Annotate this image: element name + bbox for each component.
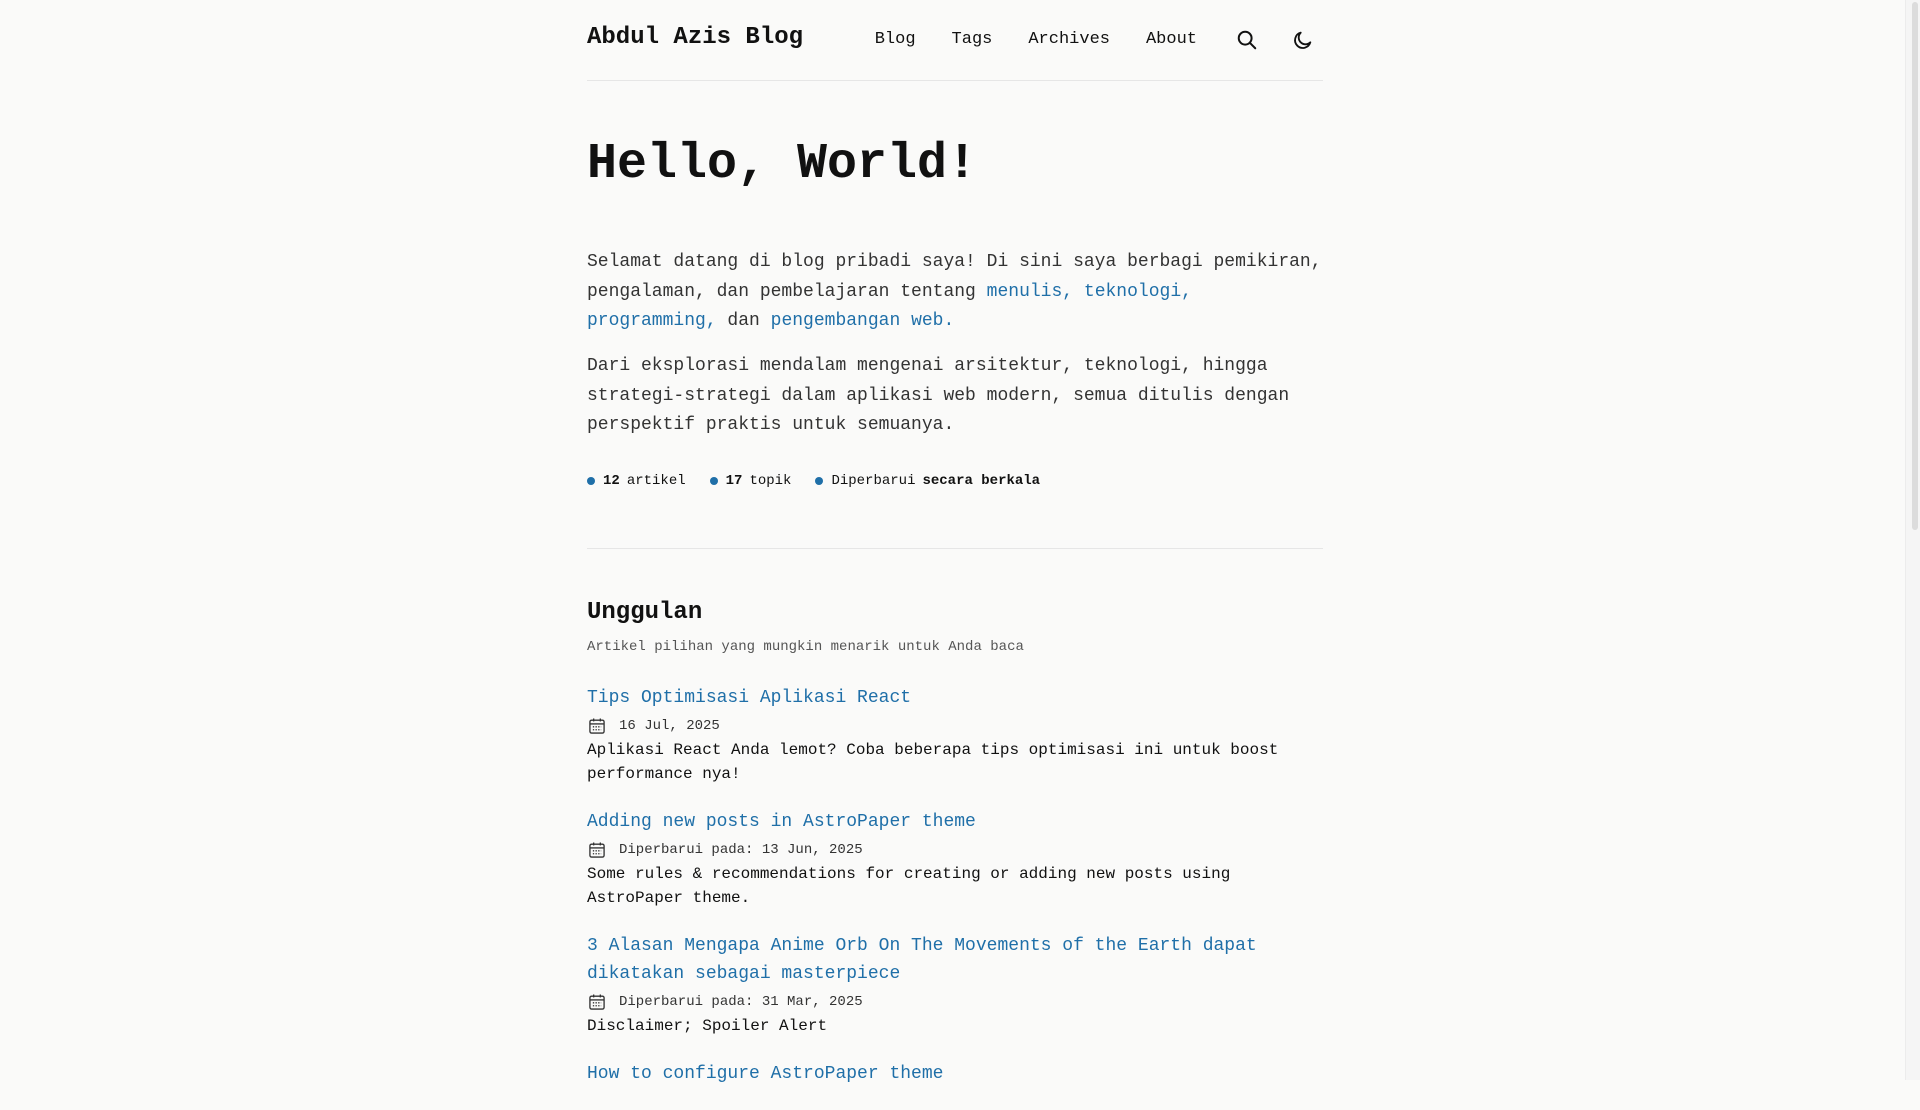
intro-paragraph: [587, 248, 1323, 337]
post-item: [587, 932, 1323, 1038]
nav-archives[interactable]: Archives: [1028, 30, 1110, 49]
post-description: Disclaimer; Spoiler Alert: [587, 1017, 828, 1035]
post-item: [587, 684, 1323, 786]
topic-link-menulis[interactable]: menulis,: [986, 281, 1074, 302]
moon-icon[interactable]: [1283, 20, 1323, 60]
stat-value: 17: [725, 473, 743, 489]
intro-text: Selamat datang di blog pribadi saya! Di sini saya berbagi pemikiran, pengalaman, dan pembelajaran tentang: [587, 252, 1322, 302]
post-title-link[interactable]: Tips Optimisasi Aplikasi React: [587, 688, 912, 708]
intro-paragraph-2: Dari eksplorasi mendalam mengenai arsitektur, teknologi, hingga strategi-strategi dalam aplikasi web modern, semua ditulis dengan perspektif praktis untuk semuanya.: [587, 356, 1290, 435]
page-container: [587, 0, 1323, 1084]
main-nav: [875, 20, 1323, 60]
site-header: [587, 0, 1323, 81]
post-item: [587, 808, 1323, 910]
topic-link-teknologi[interactable]: teknologi,: [1083, 281, 1192, 302]
calendar-icon: [587, 992, 607, 1012]
post-date: [587, 714, 1323, 738]
post-title-link[interactable]: 3 Alasan Mengapa Anime Orb On The Movements of the Earth dapat dikatakan sebagai masterpiece: [587, 936, 1257, 984]
stat-label: Diperbarui: [831, 473, 916, 489]
post-title-link[interactable]: Adding new posts in AstroPaper theme: [587, 812, 976, 832]
topic-link-web[interactable]: pengembangan web.: [770, 311, 955, 331]
scrollbar-thumb[interactable]: [1912, 2, 1918, 530]
hero-title: Hello, World!: [587, 136, 978, 193]
site-title[interactable]: Abdul Azis Blog: [587, 24, 804, 51]
topic-link-programming[interactable]: programming,: [587, 311, 717, 331]
post-date-text: Diperbarui pada: 13 Jun, 2025: [619, 842, 863, 858]
calendar-icon: [587, 716, 607, 736]
featured-posts: [587, 684, 1323, 1110]
search-icon[interactable]: [1227, 20, 1267, 60]
intro-and: dan: [716, 311, 771, 331]
post-item: [587, 1060, 1323, 1088]
stat-label: topik: [749, 473, 792, 489]
featured-title: Unggulan: [587, 599, 703, 626]
stat-articles: [587, 473, 686, 489]
post-date: [587, 838, 1323, 862]
post-description: Some rules & recommendations for creating or adding new posts using AstroPaper theme.: [587, 865, 1231, 907]
bullet-dot: [587, 477, 595, 485]
stat-label: artikel: [626, 473, 686, 489]
stat-topics: [710, 473, 792, 489]
stat-value: 12: [603, 473, 620, 489]
stat-value: secara berkala: [922, 473, 1041, 489]
nav-blog[interactable]: Blog: [874, 30, 916, 49]
post-date-text: Diperbarui pada: 31 Mar, 2025: [619, 994, 863, 1010]
stat-updated: [815, 473, 1047, 489]
nav-tags[interactable]: Tags: [951, 30, 993, 49]
bullet-dot: [710, 477, 718, 485]
featured-subtitle: Artikel pilihan yang mungkin menarik untuk Anda baca: [587, 639, 1024, 655]
post-title-link[interactable]: How to configure AstroPaper theme: [587, 1064, 944, 1084]
bullet-dot: [815, 477, 823, 485]
calendar-icon: [587, 840, 607, 860]
stats-row: [587, 473, 1071, 489]
section-divider: [587, 548, 1323, 549]
post-date: [587, 990, 1323, 1014]
post-date-text: 16 Jul, 2025: [619, 718, 720, 734]
nav-about[interactable]: About: [1145, 30, 1197, 49]
post-description: Aplikasi React Anda lemot? Coba beberapa tips optimisasi ini untuk boost performance nya!: [587, 741, 1279, 783]
page-scrollbar[interactable]: [1905, 0, 1920, 1080]
